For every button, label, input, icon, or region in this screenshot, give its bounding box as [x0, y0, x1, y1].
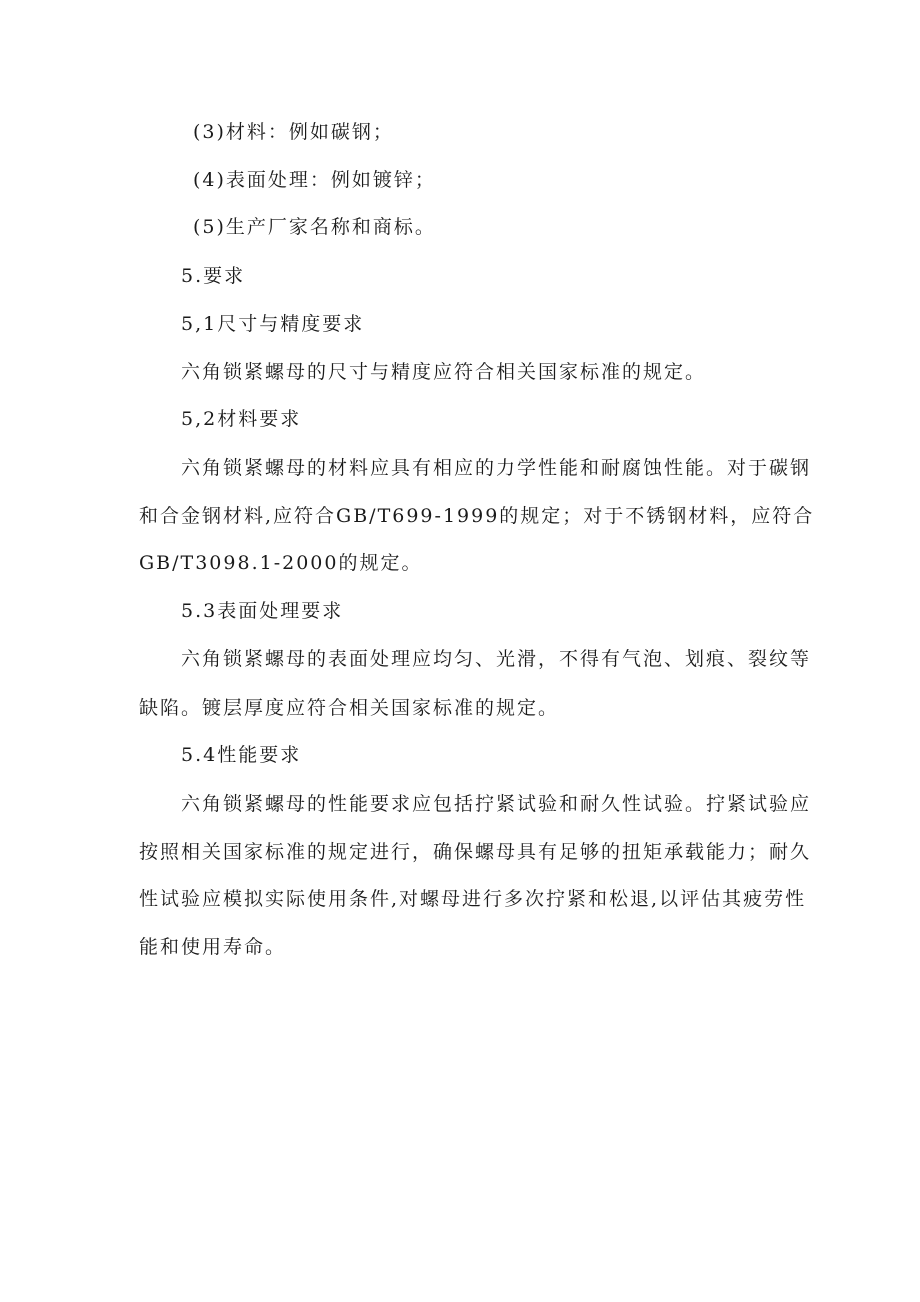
paragraph-materials-line-3: GB/T3098.1-2000的规定。	[139, 552, 423, 574]
paragraph-performance-line-4: 能和使用寿命。	[139, 936, 287, 958]
section-heading-performance: 5.4性能要求	[181, 744, 302, 766]
paragraph-performance-line-3: 性试验应模拟实际使用条件,对螺母进行多次拧紧和松退,以评估其疲劳性	[139, 888, 807, 910]
section-heading-requirements: 5.要求	[181, 265, 246, 287]
list-item-material: (3)材料：例如碳钢；	[193, 121, 394, 143]
paragraph-performance-line-2: 按照相关国家标准的规定进行，确保螺母具有足够的扭矩承载能力；耐久	[139, 841, 812, 863]
paragraph-surface-line-2: 缺陷。镀层厚度应符合相关国家标准的规定。	[139, 697, 560, 719]
paragraph-performance-line-1: 六角锁紧螺母的性能要求应包括拧紧试验和耐久性试验。拧紧试验应	[181, 793, 812, 815]
paragraph-surface-line-1: 六角锁紧螺母的表面处理应均匀、光滑，不得有气泡、划痕、裂纹等	[181, 648, 812, 670]
paragraph-dimensions: 六角锁紧螺母的尺寸与精度应符合相关国家标准的规定。	[181, 361, 707, 383]
list-item-manufacturer: (5)生产厂家名称和商标。	[193, 216, 436, 238]
paragraph-materials-line-1: 六角锁紧螺母的材料应具有相应的力学性能和耐腐蚀性能。对于碳钢	[181, 457, 812, 479]
list-item-surface-treatment: (4)表面处理：例如镀锌；	[193, 169, 436, 191]
section-heading-materials: 5,2材料要求	[181, 408, 302, 430]
section-heading-surface: 5.3表面处理要求	[181, 600, 344, 622]
paragraph-materials-line-2: 和合金钢材料,应符合GB/T699-1999的规定；对于不锈钢材料，应符合	[139, 505, 815, 527]
section-heading-dimensions: 5,1尺寸与精度要求	[181, 313, 365, 335]
